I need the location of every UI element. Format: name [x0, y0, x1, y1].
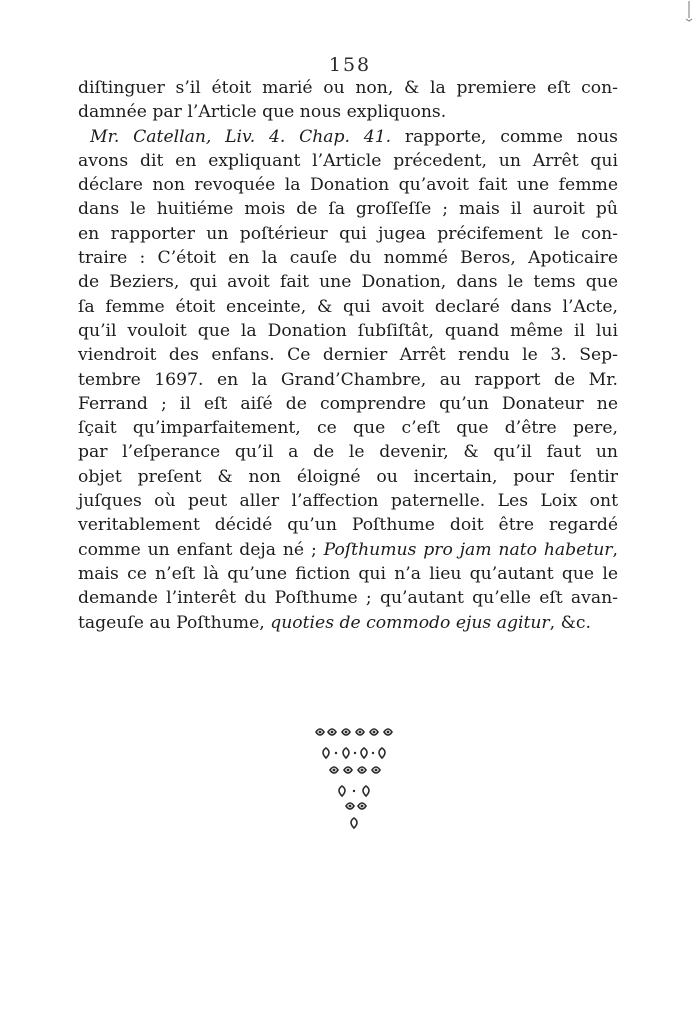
- text-segment: traire : C’étoit en la cauſe du nommé Beros, Apoticaire: [78, 248, 618, 269]
- text-line: [78, 343, 618, 367]
- text-line: [78, 513, 618, 537]
- text-line: [78, 489, 618, 513]
- text-line: [78, 197, 618, 221]
- page-number: 158: [328, 54, 372, 76]
- text-line: [78, 368, 618, 392]
- italic-citation: Poſthumus pro jam nato habetur: [323, 539, 613, 560]
- text-segment: juſques où peut aller l’affection paternelle. Les Loix ont: [78, 491, 618, 512]
- text-segment: viendroit des enfans. Ce dernier Arrêt rendu le 3. Sep-: [78, 345, 618, 366]
- text-line: [78, 76, 618, 100]
- text-line: [78, 149, 618, 173]
- text-segment: tageuſe au Poſthume,: [78, 612, 271, 633]
- italic-citation: quoties de commodo ejus agitur: [270, 612, 550, 633]
- text-line: [78, 270, 618, 294]
- text-segment: qu’il vouloit que la Donation ſubſiſtât, quand même il lui: [78, 320, 618, 341]
- text-line: [78, 611, 618, 635]
- text-segment: en rapporter un poſtérieur qui jugea précifement le con-: [78, 223, 618, 244]
- italic-citation: Mr. Catellan, Liv. 4. Chap. 41.: [90, 126, 392, 147]
- text-segment: avons dit en expliquant l’Article précedent, un Arrêt qui: [78, 150, 618, 171]
- text-segment: , &c.: [549, 612, 591, 633]
- text-segment: ſçait qu’imparfaitement, ce que c’eſt que d’être pere,: [78, 418, 618, 439]
- body-text: [78, 76, 618, 635]
- text-line: [78, 562, 618, 586]
- text-segment: objet preſent & non éloigné ou incertain, pour ſentir: [78, 466, 618, 487]
- text-segment: par l’eſperance qu’il a de le devenir, & qu’il faut un: [78, 442, 618, 463]
- text-segment: de Beziers, qui avoit fait une Donation, dans le tems que: [78, 272, 618, 293]
- text-segment: ſa femme étoit enceinte, & qui avoit declaré dans l’Acte,: [78, 296, 618, 317]
- text-line: [78, 465, 618, 489]
- text-line: [78, 125, 618, 149]
- text-segment: ,: [612, 539, 618, 560]
- text-segment: dans le huitiéme mois de ſa groſſeſſe ; mais il auroit pû: [78, 199, 618, 220]
- text-line: [78, 295, 618, 319]
- text-segment: déclare non revoquée la Donation qu’avoit fait une femme: [78, 175, 618, 196]
- text-segment: demande l’interêt du Poſthume ; qu’autant qu’elle eſt avan-: [78, 588, 618, 609]
- text-line: [78, 416, 618, 440]
- text-segment: Ferrand ; il eſt aiſé de comprendre qu’un Donateur ne: [78, 393, 618, 414]
- page-edge-mark: [684, 0, 694, 22]
- text-line: [78, 392, 618, 416]
- text-segment: damnée par l’Article que nous expliquons.: [78, 102, 447, 123]
- text-line: [78, 440, 618, 464]
- text-line: [78, 173, 618, 197]
- text-line: [78, 586, 618, 610]
- text-segment: rapporte, comme nous: [391, 126, 619, 147]
- text-line: [78, 246, 618, 270]
- text-segment: mais ce n’eſt là qu’une fiction qui n’a lieu qu’autant que le: [78, 563, 618, 584]
- text-segment: diſtinguer s’il étoit marié ou non, & la premiere eſt con-: [78, 78, 618, 98]
- text-segment: tembre 1697. en la Grand’Chambre, au rapport de Mr.: [78, 369, 618, 390]
- fleuron-ornament: [308, 722, 400, 834]
- text-line: [78, 222, 618, 246]
- text-segment: comme un enfant deja né ;: [78, 539, 324, 560]
- text-segment: veritablement décidé qu’un Poſthume doit être regardé: [78, 515, 618, 536]
- text-line: [78, 319, 618, 343]
- text-line: [78, 100, 618, 124]
- text-line: [78, 538, 618, 562]
